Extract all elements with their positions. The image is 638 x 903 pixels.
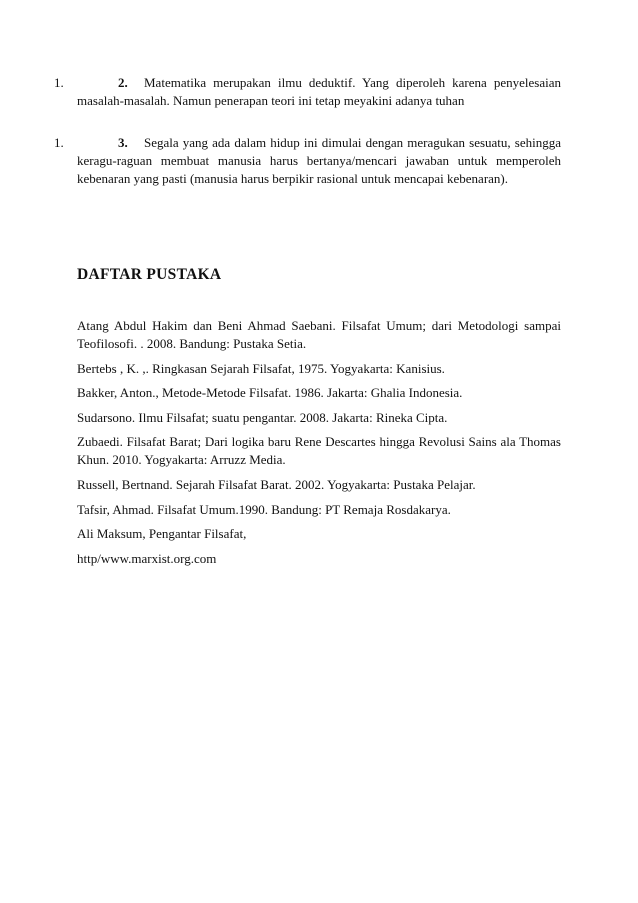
list-marker: 1. <box>54 135 64 150</box>
reference-link: http/www.marxist.org.com <box>77 550 217 566</box>
item-text: Matematika merupakan ilmu deduktif. Yang diperoleh karena penyelesaian masalah-masalah. Namun penerapan teori ini tetap meyakini adanya tuhan <box>77 75 561 108</box>
list-item-body <box>77 134 561 188</box>
list-item-body <box>77 74 561 110</box>
item-number: 2. <box>118 75 128 90</box>
item-text: Segala yang ada dalam hidup ini dimulai dengan meragukan sesuatu, sehingga keragu-raguan membuat manusia harus bertanya/mencari jawaban untuk memperoleh kebenaran yang pasti (manusia harus berpikir rasional untuk mencapai kebenaran). <box>77 135 561 186</box>
item-number: 3. <box>118 135 128 150</box>
reference-entry: Sudarsono. Ilmu Filsafat; suatu pengantar. 2008. Jakarta: Rineka Cipta. <box>77 409 448 425</box>
reference-entry: Bakker, Anton., Metode-Metode Filsafat. 1986. Jakarta: Ghalia Indonesia. <box>77 385 463 401</box>
reference-entry: Bertebs , K. ,. Ringkasan Sejarah Filsafat, 1975. Yogyakarta: Kanisius. <box>77 360 445 376</box>
reference-entry: Atang Abdul Hakim dan Beni Ahmad Saebani. Filsafat Umum; dari Metodologi sampai Teofilosofi. . 2008. Bandung: Pustaka Setia. <box>77 318 561 351</box>
reference-entry: Ali Maksum, Pengantar Filsafat, <box>77 526 247 542</box>
references-heading: DAFTAR PUSTAKA <box>77 266 222 283</box>
reference-entry: Tafsir, Ahmad. Filsafat Umum.1990. Bandung: PT Remaja Rosdakarya. <box>77 501 451 517</box>
reference-entry: Russell, Bertnand. Sejarah Filsafat Barat. 2002. Yogyakarta: Pustaka Pelajar. <box>77 476 476 492</box>
list-marker: 1. <box>54 75 64 90</box>
reference-entry: Zubaedi. Filsafat Barat; Dari logika baru Rene Descartes hingga Revolusi Sains ala Thomas Khun. 2010. Yogyakarta: Arruzz Media. <box>77 434 561 468</box>
reference-list <box>77 317 561 574</box>
